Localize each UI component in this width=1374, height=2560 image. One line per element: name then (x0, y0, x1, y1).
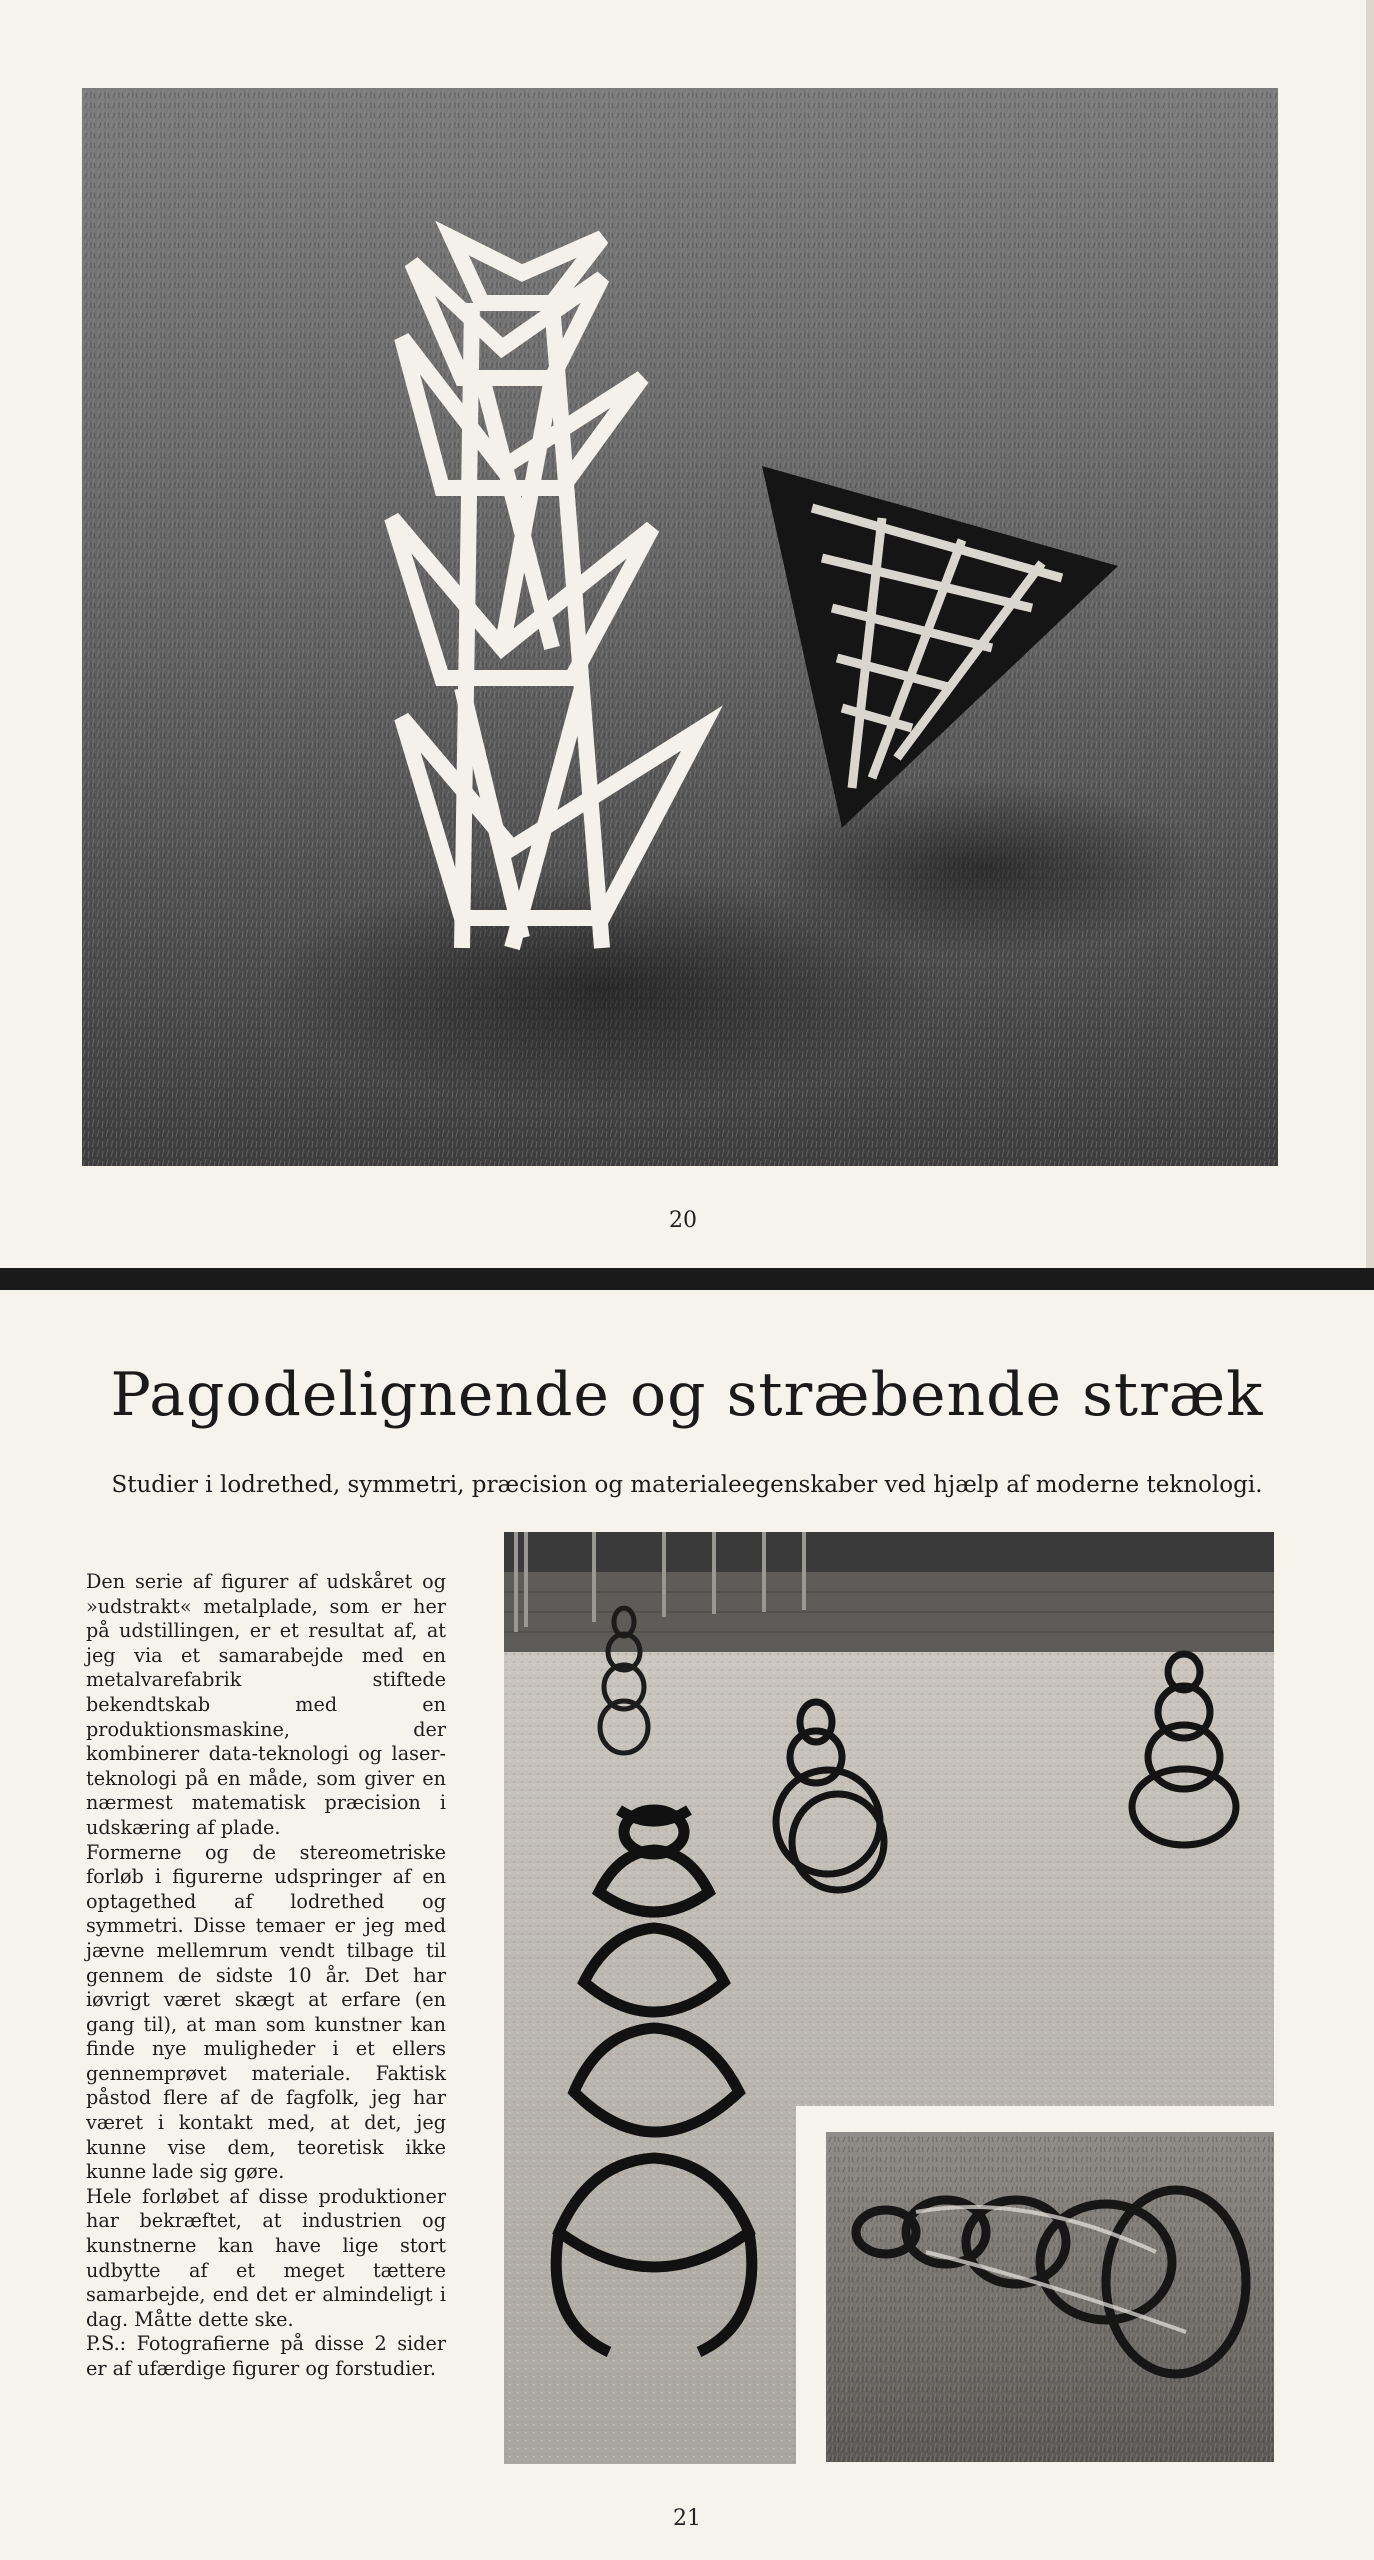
paragraph: Formerne og de stereometriske forløb i figurerne udspringer af en optagethed af lodrethed og symmetri. Disse temaer er jeg med jævne mellemrum vendt tilbage til gennem de sidste 10 år. Det har iøvrigt været skægt at erfare (en gang til), at man som kunstner kan finde nye muligheder i et ellers gennemprøvet materiale. Faktisk påstod flere af de fagfolk, jeg har været i kontakt med, at det, jeg kunne vise dem, teoretisk ikke kunne lade sig gøre. (86, 1840, 446, 2184)
photo-figures-lying-on-grass (826, 2132, 1274, 2462)
paragraph: P.S.: Fotografierne på disse 2 sider er af ufærdige figurer og forstudier. (86, 2332, 446, 2380)
page-number: 21 (673, 2506, 701, 2531)
page-subtitle: Studier i lodrethed, symmetri, præcision og materialeegenskaber ved hjælp af moderne teknologi. (111, 1472, 1263, 1498)
page-21 (0, 1290, 1374, 2560)
page-number: 20 (669, 1208, 697, 1233)
photo-sculptures-on-grass (82, 88, 1278, 1166)
paragraph: Hele forløbet af disse produktioner har bekræftet, at industrien og kunstnerne kan have lige stort udbytte af et meget tættere samarbejde, end det er almindeligt i dag. Måtte dette ske. (86, 2184, 446, 2331)
page-title: Pagodelignende og stræbende stræk (110, 1360, 1264, 1430)
paragraph: Den serie af figurer af udskåret og »udstrakt« metalplade, som er her på udstillingen, er et resultat af, at jeg via et samarabejde med en metalvarefabrik stiftede bekendtskab med en produktionsmaskine, der kombinerer data-teknologi og laser-teknologi på en måde, som giver en nærmest matematisk præcision i udskæring af plade. (86, 1570, 446, 1839)
article-body (86, 1570, 446, 2382)
page-20 (0, 0, 1374, 1268)
